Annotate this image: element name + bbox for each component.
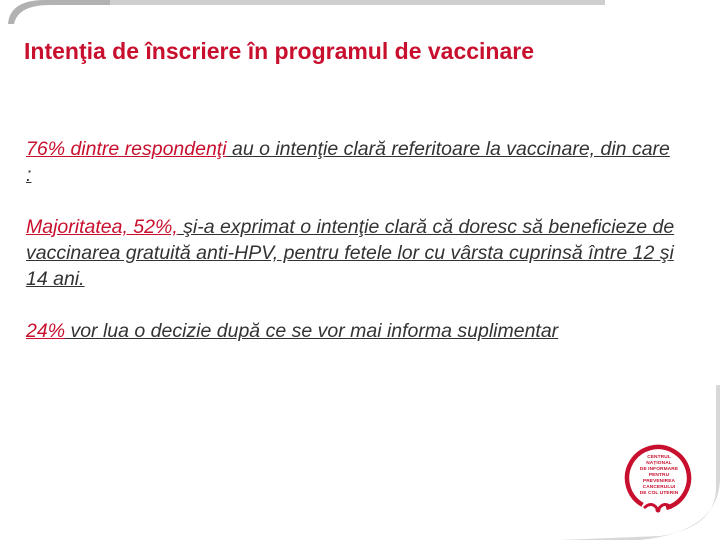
paragraph-3-highlight: 24%: [26, 320, 66, 342]
paragraph-1: [26, 136, 676, 188]
slide-title: Intenţia de înscriere în programul de vaccinare: [24, 38, 535, 64]
logo-line: CANCERULUI: [642, 485, 676, 490]
logo-line: NAȚIONAL: [646, 461, 672, 466]
logo-line: DE COL UTERIN: [639, 491, 679, 496]
logo-line: DE INFORMARE: [639, 467, 679, 472]
paragraph-2: [26, 214, 676, 292]
slide-content: [26, 136, 676, 370]
logo-line: CENTRUL: [647, 455, 671, 460]
top-left-gradient: [8, 0, 110, 24]
paragraph-1-text: au o intenţie clară referitoare la vaccinare, din care :: [26, 138, 670, 186]
paragraph-1-highlight: 76% dintre respondenţi: [26, 138, 227, 160]
paragraph-2-text: şi-a exprimat o intenţie clară că doresc să beneficieze de vaccinarea gratuită anti-HPV, pentru fetele lor cu vârsta cuprinsă între 12 şi 14 ani.: [26, 216, 675, 290]
paragraph-2-highlight: Majoritatea, 52%,: [26, 216, 178, 238]
paragraph-3-text: vor lua o decizie după ce se vor mai informa suplimentar: [65, 320, 559, 342]
logo-line: PREVENIREA: [642, 479, 676, 484]
logo-line: PENTRU: [648, 473, 670, 478]
paragraph-3: [26, 318, 676, 344]
logo-text: [636, 455, 682, 497]
